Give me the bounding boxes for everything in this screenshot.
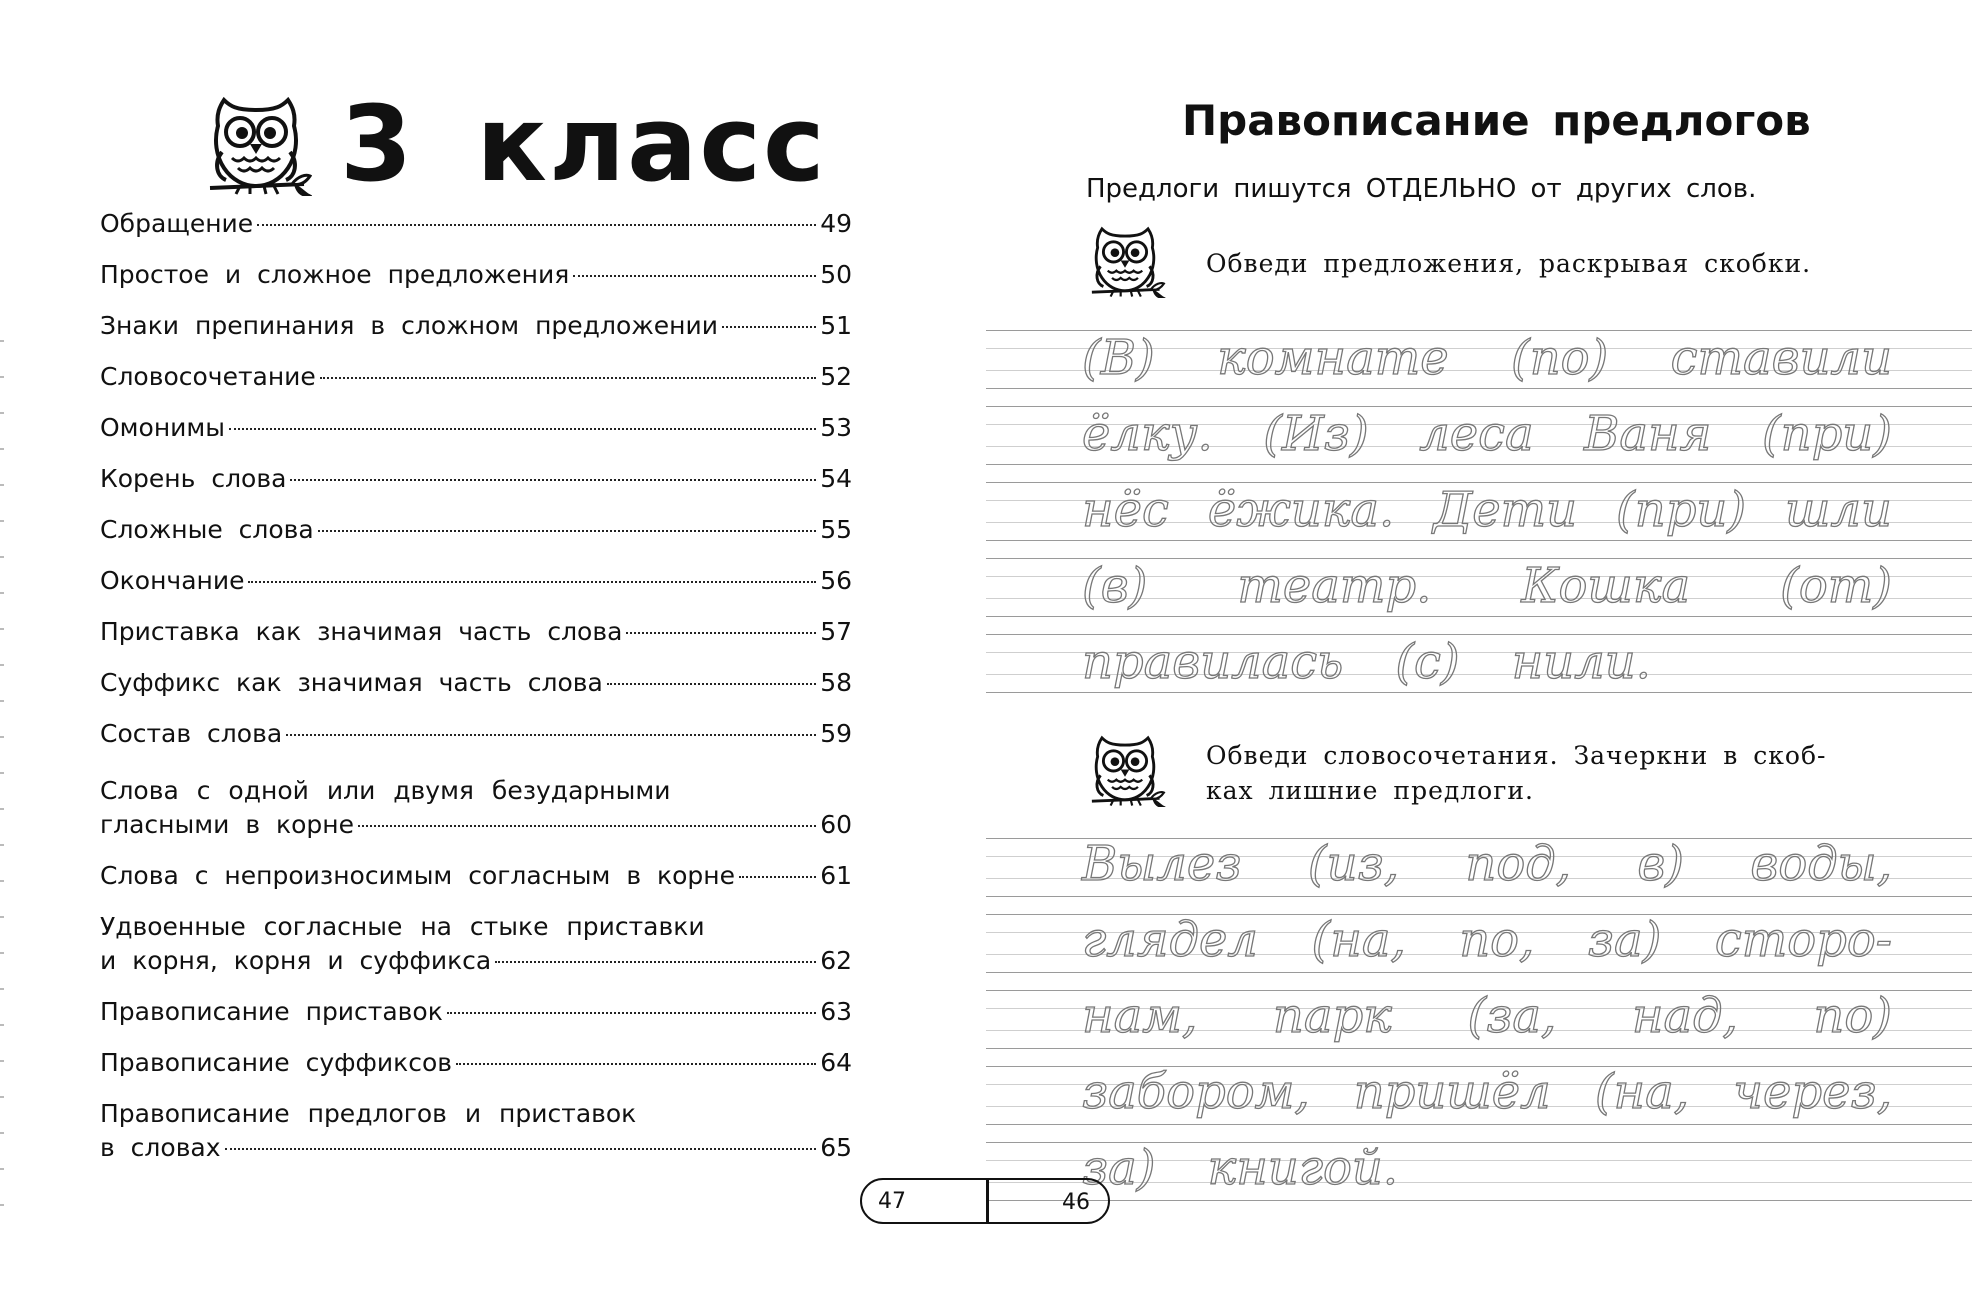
page-number-badge — [860, 1178, 1110, 1224]
toc-entry[interactable] — [100, 910, 852, 978]
toc-entry-page: 56 — [820, 566, 852, 595]
tracing-word: леса — [1419, 406, 1534, 462]
tracing-word: шли — [1785, 482, 1892, 538]
toc-entry[interactable] — [100, 717, 852, 751]
toc-entry-title: Простое и сложное предложения — [100, 260, 570, 289]
toc-leader-dots — [722, 326, 816, 328]
tracing-word: глядел — [1082, 912, 1258, 968]
toc-entry-title-line1: Слова с одной или двумя безударными — [100, 776, 671, 805]
toc-entry-page: 54 — [820, 464, 852, 493]
toc-entry-title: Знаки препинания в сложном предложении — [100, 311, 718, 340]
grade-title — [340, 82, 827, 207]
page-number-left: 47 — [878, 1189, 906, 1214]
tracing-word: парк — [1272, 988, 1392, 1044]
toc-entry-page: 55 — [820, 515, 852, 544]
tracing-word: Ваня — [1584, 406, 1712, 462]
tracing-word: нёс — [1082, 482, 1169, 538]
toc-entry-page: 59 — [820, 719, 852, 748]
toc-leader-dots — [447, 1012, 816, 1014]
toc-entry[interactable] — [100, 207, 852, 241]
tracing-word: под, — [1465, 836, 1571, 892]
toc-entry-page: 57 — [820, 617, 852, 646]
tracing-word: (по) — [1511, 330, 1609, 386]
tracing-word: за) — [1082, 1140, 1156, 1196]
toc-entry-page: 50 — [820, 260, 852, 289]
toc-entry-page: 60 — [820, 810, 852, 839]
tracing-word: (с) — [1395, 634, 1460, 690]
toc-entry-page: 53 — [820, 413, 852, 442]
task-instruction-line2: ках лишние предлоги. — [1206, 776, 1534, 805]
toc-entry-title: Правописание суффиксов — [100, 1048, 453, 1077]
page-title: Правописание предлогов — [1182, 96, 1811, 145]
tracing-word: по, — [1459, 912, 1535, 968]
toc-entry-title: Словосочетание — [100, 362, 316, 391]
tracing-word: (в) — [1082, 558, 1148, 614]
toc-entry[interactable] — [100, 360, 852, 394]
tracing-word: по) — [1813, 988, 1892, 1044]
toc-entry[interactable] — [100, 513, 852, 547]
owl-icon — [200, 96, 312, 196]
toc-entry-title-line2: и корня, корня и суффикса — [100, 946, 492, 975]
tracing-text — [1082, 320, 1892, 700]
tracing-word: (на, — [1311, 912, 1406, 968]
toc-entry[interactable] — [100, 774, 852, 842]
tracing-line — [1082, 902, 1892, 978]
toc-entry[interactable] — [100, 462, 852, 496]
toc-leader-dots — [225, 1148, 817, 1150]
toc-leader-dots — [456, 1063, 816, 1065]
grade-number: 3 — [340, 83, 415, 205]
tracing-line — [1082, 472, 1892, 548]
toc-leader-dots — [739, 876, 816, 878]
page-number-right: 46 — [1062, 1190, 1090, 1215]
tracing-word: пришёл — [1353, 1064, 1551, 1120]
toc-entry-title: Обращение — [100, 209, 254, 238]
toc-leader-dots — [607, 683, 816, 685]
tracing-word: за) — [1587, 912, 1662, 968]
toc-entry-page: 61 — [820, 861, 852, 890]
toc-leader-dots — [626, 632, 816, 634]
toc-entry-title: Сложные слова — [100, 515, 314, 544]
toc-entry[interactable] — [100, 1046, 852, 1080]
tracing-word: забором, — [1082, 1064, 1310, 1120]
tracing-line — [1082, 978, 1892, 1054]
toc-entry[interactable] — [100, 615, 852, 649]
tracing-word: нам, — [1082, 988, 1198, 1044]
toc-leader-dots — [318, 530, 816, 532]
tracing-word: театр. — [1237, 558, 1432, 614]
toc-leader-dots — [320, 377, 816, 379]
tracing-line — [1082, 548, 1892, 624]
toc-entry[interactable] — [100, 1097, 852, 1165]
toc-entry-title: Корень слова — [100, 464, 287, 493]
tracing-line — [1082, 1130, 1892, 1206]
tracing-word: нили. — [1511, 634, 1651, 690]
toc-leader-dots — [286, 734, 816, 736]
toc-entry[interactable] — [100, 995, 852, 1029]
toc-entry-title: Состав слова — [100, 719, 283, 748]
toc-entry-title: Суффикс как значимая часть слова — [100, 668, 603, 697]
toc-entry-page: 49 — [820, 209, 852, 238]
tracing-word: комнате — [1217, 330, 1449, 386]
toc-leader-dots — [248, 581, 816, 583]
tracing-word: ёжика. — [1207, 482, 1395, 538]
task-instruction — [1206, 738, 1826, 808]
rule-text: Предлоги пишутся ОТДЕЛЬНО от других слов. — [1086, 174, 1757, 204]
toc-entry-title: Приставка как значимая часть слова — [100, 617, 623, 646]
toc-entry-title-line1: Правописание предлогов и приставок — [100, 1099, 637, 1128]
toc-entry-title-line1: Удвоенные согласные на стыке приставки — [100, 912, 705, 941]
tracing-word: сторо- — [1714, 912, 1892, 968]
toc-entry[interactable] — [100, 411, 852, 445]
toc-entry-title: Слова с непроизносимым согласным в корне — [100, 861, 736, 890]
tracing-word: (В) — [1082, 330, 1155, 386]
tracing-word: (при) — [1761, 406, 1892, 462]
toc-entry-page: 51 — [820, 311, 852, 340]
tracing-word: (Из) — [1263, 406, 1369, 462]
toc-entry[interactable] — [100, 666, 852, 700]
tracing-word: Дети — [1433, 482, 1578, 538]
task-instruction: Обведи предложения, раскрывая скобки. — [1206, 249, 1812, 278]
toc-entry-title-line2: гласными в корне — [100, 810, 354, 839]
tracing-word: через, — [1733, 1064, 1892, 1120]
tracing-word: Вылез — [1082, 836, 1242, 892]
toc-entry-page: 63 — [820, 997, 852, 1026]
tracing-word: ставили — [1670, 330, 1892, 386]
tracing-line — [1082, 396, 1892, 472]
toc-leader-dots — [257, 224, 816, 226]
toc-entry-page: 62 — [820, 946, 852, 975]
toc-entry-title-line2: в словах — [100, 1133, 221, 1162]
tracing-word: Кошка — [1521, 558, 1691, 614]
task-instruction-line1: Обведи словосочетания. Зачеркни в скоб- — [1206, 741, 1827, 770]
owl-icon — [1084, 226, 1166, 298]
grade-word: класс — [476, 83, 827, 205]
toc-entry[interactable] — [100, 309, 852, 343]
toc-entry-page: 64 — [820, 1048, 852, 1077]
tracing-line — [1082, 1054, 1892, 1130]
page-divider — [986, 1178, 989, 1224]
tracing-word: книгой. — [1207, 1140, 1399, 1196]
toc-entry[interactable] — [100, 258, 852, 292]
page-edge-ticks — [0, 340, 4, 1220]
right-page — [986, 0, 1972, 1299]
tracing-word: (на, — [1594, 1064, 1690, 1120]
tracing-line — [1082, 320, 1892, 396]
toc-leader-dots — [358, 825, 816, 827]
tracing-line — [1082, 826, 1892, 902]
toc-entry-page: 65 — [820, 1133, 852, 1162]
tracing-word: в) — [1637, 836, 1684, 892]
toc-leader-dots — [229, 428, 816, 430]
toc-leader-dots — [290, 479, 816, 481]
tracing-line — [1082, 624, 1892, 700]
tracing-word: над, — [1631, 988, 1738, 1044]
tracing-word: правилась — [1082, 634, 1344, 690]
toc-entry-page: 52 — [820, 362, 852, 391]
tracing-word: ёлку. — [1082, 406, 1213, 462]
toc-entry-title: Правописание приставок — [100, 997, 443, 1026]
toc-entry[interactable] — [100, 564, 852, 598]
toc-leader-dots — [495, 961, 816, 963]
tracing-word: (от) — [1780, 558, 1892, 614]
toc-entry-title: Окончание — [100, 566, 245, 595]
tracing-word: воды, — [1750, 836, 1892, 892]
tracing-word: (из, — [1307, 836, 1399, 892]
toc-leader-dots — [573, 275, 816, 277]
tracing-word: (за, — [1467, 988, 1557, 1044]
tracing-text — [1082, 826, 1892, 1206]
owl-icon — [1084, 735, 1166, 807]
toc-entry-title: Омонимы — [100, 413, 226, 442]
toc-entry[interactable] — [100, 859, 852, 893]
toc-entry-page: 58 — [820, 668, 852, 697]
tracing-word: (при) — [1616, 482, 1747, 538]
